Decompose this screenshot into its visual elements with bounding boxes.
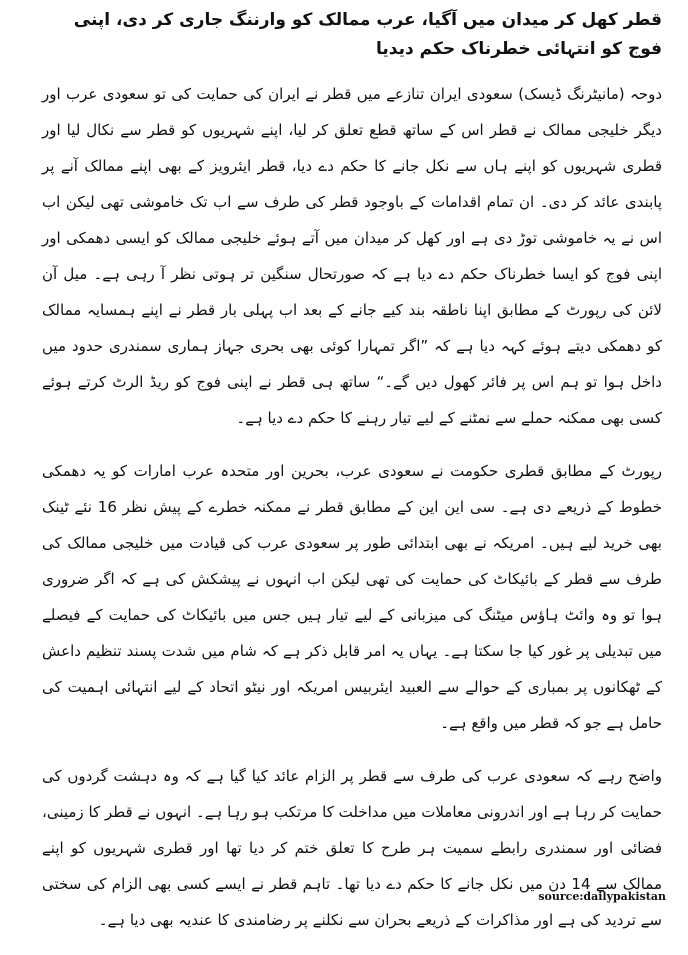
news-article bbox=[42, 6, 662, 955]
article-paragraph-3: واضح رہے کہ سعودی عرب کی طرف سے قطر پر الزام عائد کیا گیا ہے کہ وہ دہشت گردوں کی حمایت کر رہا ہے اور اندرونی معاملات میں مداخلت کا مرتکب ہو رہا ہے۔ انہوں نے قطر کا زمینی، فضائی اور سمندری رابطے سمیت ہر طرح کا تعلق ختم کر دیا تھا اور قطری شہریوں کو اپنے ممالک سے 14 دن میں نکل جانے کا حکم دے دیا تھا۔ تاہم قطر نے ایسے کسی بھی الزام کی سختی سے تردید کی ہے اور مذاکرات کے ذریعے بحران سے نکلنے پر رضامندی کا عندیہ بھی دیا ہے۔ bbox=[42, 767, 662, 929]
article-paragraph-2: رپورٹ کے مطابق قطری حکومت نے سعودی عرب، بحرین اور متحدہ عرب امارات کو یہ دھمکی خطوط کے ذریعے دی ہے۔ سی این این کے مطابق قطر نے ممکنہ خطرے کے پیش نظر 16 نئے ٹینک بھی خرید لیے ہیں۔ امریکہ نے بھی ابتدائی طور پر سعودی عرب کی قیادت میں خلیجی ممالک کی طرف سے قطر کے بائیکاٹ کی حمایت کی تھی لیکن اب انہوں نے پیشکش کی ہے کہ اگر ضروری ہوا تو وہ وائٹ ہاؤس میٹنگ کی میزبانی کے لیے تیار ہیں جس میں بائیکاٹ کی حمایت کے فیصلے میں تبدیلی پر غور کیا جا سکتا ہے۔ یہاں یہ امر قابل ذکر ہے کہ شام میں شدت پسند تنظیم داعش کے ٹھکانوں پر بمباری کے حوالے سے العبید ایئربیس امریکہ اور نیٹو اتحاد کے لیے انتہائی اہمیت کی حامل ہے جو کہ قطر میں واقع ہے۔ bbox=[42, 462, 663, 732]
article-paragraph-1: دوحہ (مانیٹرنگ ڈیسک) سعودی ایران تنازعے میں قطر نے ایران کی حمایت کی تو سعودی عرب اور دیگر خلیجی ممالک نے قطر اس کے ساتھ قطع تعلق کر لیا، اپنے شہریوں کو قطر سے نکال لیا اور قطری شہریوں کو اپنے ہاں سے نکل جانے کا حکم دے دیا، قطر ایئرویز کے بھی اپنے ممالک آنے پر پابندی عائد کر دی۔ ان تمام اقدامات کے باوجود قطر کی طرف سے اب تک خاموشی تھی لیکن اب اس نے یہ خاموشی توڑ دی ہے اور کھل کر میدان میں آتے ہوئے خلیجی ممالک کو ایسی دھمکی اور اپنی فوج کو ایسا خطرناک حکم دے دیا ہے کہ صورتحال سنگین تر ہوتی نظر آ رہی ہے۔ میل آن لائن کی رپورٹ کے مطابق اپنا ناطقہ بند کیے جانے کے بعد اب پہلی بار قطر نے اپنے ہمسایہ ممالک کو دھمکی دیتے ہوئے کہہ دیا ہے کہ ”اگر تمہارا کوئی بھی بحری جہاز ہماری سمندری حدود میں داخل ہوا تو ہم اس پر فائر کھول دیں گے۔“ ساتھ ہی قطر نے اپنی فوج کو ریڈ الرٹ کرتے ہوئے کسی بھی ممکنہ حملے سے نمٹنے کے لیے تیار رہنے کا حکم دے دیا ہے۔ bbox=[42, 85, 662, 427]
source-credit: source:dailypakistan bbox=[538, 890, 666, 903]
article-headline: قطر کھل کر میدان میں آگیا، عرب ممالک کو وارننگ جاری کر دی، اپنی فوج کو انتہائی خطرناک حکم دیدیا bbox=[73, 10, 662, 59]
